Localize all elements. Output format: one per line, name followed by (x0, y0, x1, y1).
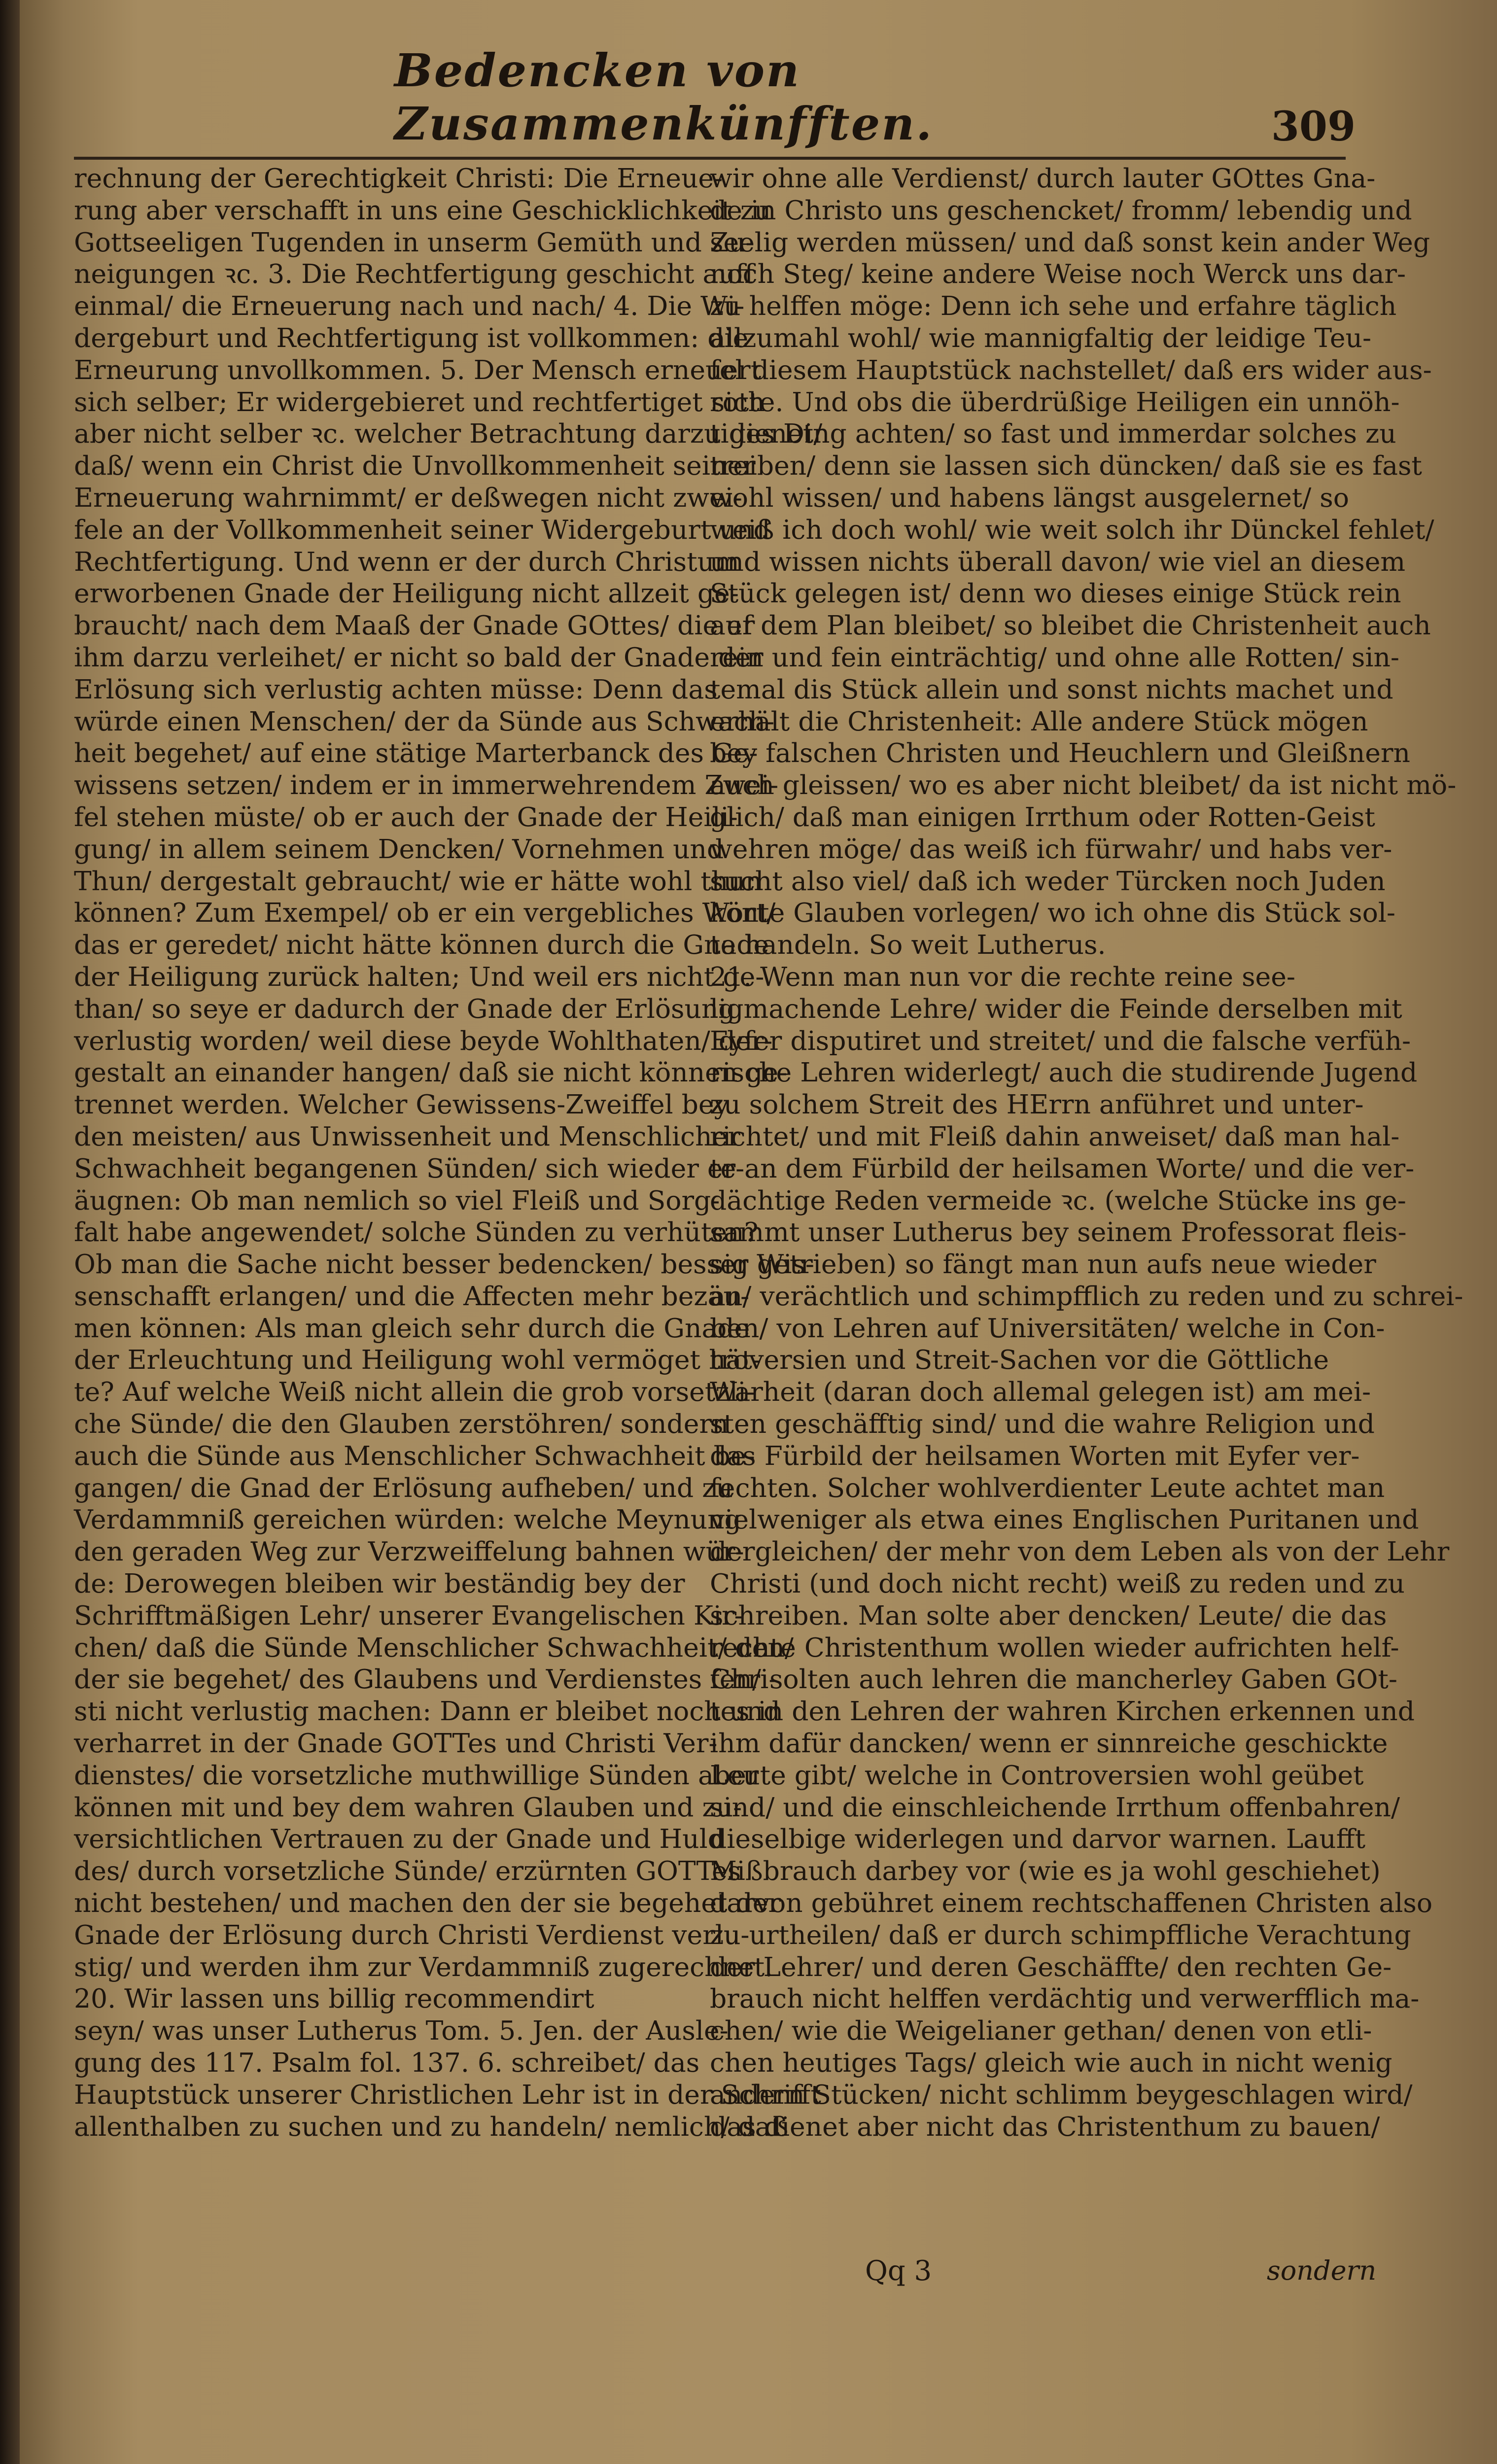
text-line: den geraden Weg zur Verzweiffelung bahnen wür- (74, 1536, 744, 1567)
text-line: Thun/ dergestalt gebraucht/ wie er hätte wohl thun (74, 865, 763, 897)
text-line: Ob man die Sache nicht besser bedencken/ besser Wis- (74, 1249, 814, 1280)
left-column (74, 163, 823, 2143)
text-line: gangen/ die Gnad der Erlösung aufheben/ und zu (74, 1472, 733, 1503)
text-line: wissens setzen/ indem er in immerwehrendem Zwei- (74, 769, 779, 801)
text-line: dieselbige widerlegen und darvor warnen. Laufft (710, 1823, 1366, 1855)
text-line: treiben/ denn sie lassen sich düncken/ daß sie es fast (710, 450, 1422, 482)
text-line: sich selber; Er widergebieret und rechtfertiget sich (74, 386, 765, 417)
text-line: Gnade der Erlösung durch Christi Verdienst verlu- (74, 1919, 750, 1950)
text-line: Gottseeligen Tugenden in unserm Gemüth und Zu- (74, 226, 755, 258)
text-line: ihm dafür dancken/ wenn er sinnreiche geschickte (710, 1728, 1388, 1759)
text-line: erworbenen Gnade der Heiligung nicht allzeit ge- (74, 578, 739, 609)
text-line: verharret in der Gnade GOTTes und Christi Ver- (74, 1728, 718, 1759)
text-line: fel diesem Hauptstück nachstellet/ daß ers wider aus- (710, 354, 1432, 385)
text-line: noch Steg/ keine andere Weise noch Werck uns dar- (710, 258, 1406, 290)
text-line: rechte Christenthum wollen wieder aufrichten helf- (710, 1631, 1399, 1663)
text-line: Verdammniß gereichen würden: welche Meynung (74, 1504, 741, 1535)
text-line: könte Glauben vorlegen/ wo ich ohne dis Stück sol- (710, 897, 1395, 929)
text-line: temal dis Stück allein und sonst nichts machet und (710, 673, 1393, 705)
text-line: chen heutiges Tags/ gleich wie auch in nicht wenig (710, 2047, 1393, 2079)
text-line: bey falschen Christen und Heuchlern und Gleißnern (710, 737, 1410, 769)
text-line: auf dem Plan bleibet/ so bleibet die Christenheit auch (710, 610, 1431, 641)
signature-mark: Qq 3 (865, 2255, 932, 2287)
text-line: dienstes/ die vorsetzliche muthwillige Sünden aber (74, 1759, 759, 1791)
text-line: Schwachheit begangenen Sünden/ sich wieder er- (74, 1152, 745, 1184)
text-line: ben/ von Lehren auf Universitäten/ welche in Con- (710, 1312, 1385, 1344)
text-line: brauch nicht helffen verdächtig und verwerfflich ma- (710, 1983, 1420, 2014)
text-line: seyn/ was unser Lutherus Tom. 5. Jen. der Ausle- (74, 2015, 729, 2047)
text-line: rein und fein einträchtig/ und ohne alle Rotten/ sin- (710, 641, 1399, 673)
text-line: das dienet aber nicht das Christenthum zu bauen/ (710, 2111, 1380, 2142)
text-line: des/ durch vorsetzliche Sünde/ erzürnten GOTTes (74, 1855, 741, 1887)
text-line: gung des 117. Psalm fol. 137. 6. schreibet/ das (74, 2047, 700, 2079)
text-line: und wissen nichts überall davon/ wie viel an diesem (710, 546, 1406, 577)
text-line: Stück gelegen ist/ denn wo dieses einige Stück rein (710, 578, 1401, 609)
text-line: aber nicht selber ꝛc. welcher Betrachtung darzu dienet/ (74, 418, 823, 450)
text-line: können? Zum Exempel/ ob er ein vergebliches Wort/ (74, 897, 776, 929)
text-line: Erneurung unvollkommen. 5. Der Mensch erneuert (74, 354, 762, 385)
text-line: sig getrieben) so fängt man nun aufs neue wieder (710, 1249, 1376, 1280)
text-line: gung/ in allem seinem Dencken/ Vornehmen und (74, 833, 724, 865)
text-line: seelig werden müssen/ und daß sonst kein ander Weg (710, 226, 1430, 258)
running-title: Bedencken von Zusammenkünfften. (394, 44, 934, 150)
text-line: Erneuerung wahrnimmt/ er deßwegen nicht zwei- (74, 482, 742, 513)
text-line: neigungen ꝛc. 3. Die Rechtfertigung geschicht auff (74, 258, 754, 290)
text-line: allzumahl wohl/ wie mannigfaltig der leidige Teu- (710, 322, 1372, 353)
text-line: men können: Als man gleich sehr durch die Gnade (74, 1312, 750, 1344)
text-line: der Erleuchtung und Heiligung wohl vermöget hät- (74, 1344, 761, 1376)
text-line: den meisten/ aus Unwissenheit und Menschlicher (74, 1120, 740, 1152)
text-line: würde einen Menschen/ der da Sünde aus Schwach- (74, 705, 775, 737)
text-line: der sie begehet/ des Glaubens und Verdienstes Chri- (74, 1664, 778, 1695)
text-line: daß/ wenn ein Christ die Unvollkommenheit seiner (74, 450, 756, 482)
text-line: allenthalben zu suchen und zu handeln/ nemlich/ daß (74, 2111, 789, 2142)
text-line: fen/ solten auch lehren die mancherley Gaben GOt- (710, 1664, 1397, 1695)
text-line: an/ verächtlich und schimpfflich zu reden und zu schrei- (710, 1280, 1463, 1312)
text-line: der Lehrer/ und deren Geschäffte/ den rechten Ge- (710, 1951, 1392, 1982)
text-line: auch gleissen/ wo es aber nicht bleibet/ da ist nicht mö- (710, 769, 1457, 801)
text-line: ihm darzu verleihet/ er nicht so bald der Gnade der (74, 641, 764, 673)
text-line: zu solchem Streit des HErrn anführet und unter- (710, 1089, 1364, 1120)
text-line: schreiben. Man solte aber dencken/ Leute/ die das (710, 1599, 1387, 1631)
text-line: Warheit (daran doch allemal gelegen ist) am mei- (710, 1376, 1371, 1408)
text-line: Hauptstück unserer Christlichen Lehr ist in der Schrifft (74, 2079, 821, 2110)
text-line: zu urtheilen/ daß er durch schimpffliche Verachtung (710, 1919, 1411, 1950)
page-number: 309 (1271, 103, 1356, 150)
text-line: te an dem Fürbild der heilsamen Worte/ und die ver- (710, 1152, 1415, 1184)
book-page (20, 0, 1497, 2464)
text-line: chen/ wie die Weigelianer gethan/ denen von etli- (710, 2015, 1372, 2047)
text-line: trennet werden. Welcher Gewissens-Zweiffel bey (74, 1089, 729, 1120)
text-line: dächtige Reden vermeide ꝛc. (welche Stücke ins ge- (710, 1184, 1406, 1216)
text-line: rische Lehren widerlegt/ auch die studirende Jugend (710, 1057, 1418, 1088)
text-line: 21. Wenn man nun vor die rechte reine see- (710, 961, 1295, 992)
text-line: falt habe angewendet/ solche Sünden zu verhüten? (74, 1216, 759, 1248)
text-line: auch die Sünde aus Menschlicher Schwachheit be- (74, 1440, 755, 1471)
text-line: than/ so seye er dadurch der Gnade der Erlösung (74, 993, 735, 1024)
text-line: sammt unser Lutherus bey seinem Professorat fleis- (710, 1216, 1407, 1248)
text-line: troversien und Streit-Sachen vor die Göttliche (710, 1344, 1329, 1376)
text-line: tiges Ding achten/ so fast und immerdar solches zu (710, 418, 1396, 450)
text-line: das er geredet/ nicht hätte können durch die Gnade (74, 929, 769, 961)
text-line: ligmachende Lehre/ wider die Feinde derselben mit (710, 993, 1402, 1024)
text-line: erhält die Christenheit: Alle andere Stück mögen (710, 705, 1368, 737)
book-spine-shadow (0, 0, 20, 2464)
text-line: fechten. Solcher wohlverdienter Leute achtet man (710, 1472, 1385, 1503)
text-line: Schrifftmäßigen Lehr/ unserer Evangelischen Kir- (74, 1599, 743, 1631)
header-rule (74, 157, 1346, 160)
text-line: che Sünde/ die den Glauben zerstöhren/ sondern (74, 1408, 729, 1440)
text-line: sti nicht verlustig machen: Dann er bleibet noch und (74, 1696, 780, 1727)
text-line: rotte. Und obs die überdrüßige Heiligen ein unnöh- (710, 386, 1400, 417)
text-line: wir ohne alle Verdienst/ durch lauter GOttes Gna- (710, 163, 1376, 194)
text-line: Leute gibt/ welche in Controversien wohl geübet (710, 1759, 1364, 1791)
text-line: 20. Wir lassen uns billig recommendirt (74, 1983, 594, 2014)
catchword: sondern (1267, 2255, 1377, 2286)
text-line: Eyfer disputiret und streitet/ und die falsche verfüh- (710, 1025, 1411, 1056)
text-line: heit begehet/ auf eine stätige Marterbanck des Ge- (74, 737, 758, 769)
text-line: chen/ daß die Sünde Menschlicher Schwachheit/ den/ (74, 1631, 794, 1663)
text-line: wehren möge/ das weiß ich fürwahr/ und habs ver- (710, 833, 1393, 865)
text-line: Erlösung sich verlustig achten müsse: Denn das (74, 673, 718, 705)
text-line: vielweniger als etwa eines Englischen Puritanen und (710, 1504, 1419, 1535)
text-line: Mißbrauch darbey vor (wie es ja wohl geschiehet) (710, 1855, 1381, 1887)
text-line: Christi (und doch nicht recht) weiß zu reden und zu (710, 1568, 1405, 1599)
text-line: dergeburt und Rechtfertigung ist vollkommen: die (74, 322, 749, 353)
text-line: einmal/ die Erneuerung nach und nach/ 4. Die Wi- (74, 290, 745, 322)
text-line: andern Stücken/ nicht schlimm beygeschlagen wird/ (710, 2079, 1413, 2110)
text-line: rung aber verschafft in uns eine Geschicklichkeit zu (74, 194, 771, 226)
text-line: äugnen: Ob man nemlich so viel Fleiß und Sorg- (74, 1184, 720, 1216)
text-line: fel stehen müste/ ob er auch der Gnade der Heili- (74, 801, 738, 833)
right-column (710, 163, 1463, 2143)
text-line: darvon gebühret einem rechtschaffenen Christen also (710, 1887, 1433, 1919)
text-line: versichtlichen Vertrauen zu der Gnade und Huld (74, 1823, 725, 1855)
page-header (394, 44, 1356, 150)
text-line: sucht also viel/ daß ich weder Türcken noch Juden (710, 865, 1386, 897)
page-footer (20, 2255, 1497, 2294)
text-line: sind/ und die einschleichende Irrthum offenbahren/ (710, 1791, 1400, 1823)
text-line: das Fürbild der heilsamen Worten mit Eyfer ver- (710, 1440, 1360, 1471)
text-line: de: Derowegen bleiben wir beständig bey der (74, 1568, 685, 1599)
text-line: te handeln. So weit Lutherus. (710, 929, 1106, 961)
text-line: wohl wissen/ und habens längst ausgelernet/ so (710, 482, 1349, 513)
text-line: der Heiligung zurück halten; Und weil ers nicht ge- (74, 961, 765, 992)
text-line: verlustig worden/ weil diese beyde Wohlthaten/ der- (74, 1025, 773, 1056)
text-line: braucht/ nach dem Maaß der Gnade GOttes/ die er (74, 610, 755, 641)
text-line: tes in den Lehren der wahren Kirchen erkennen und (710, 1696, 1415, 1727)
text-line: weiß ich doch wohl/ wie weit solch ihr Dünckel fehlet/ (710, 514, 1434, 545)
text-line: de in Christo uns geschencket/ fromm/ lebendig und (710, 194, 1412, 226)
text-line: dergleichen/ der mehr von dem Leben als von der Lehr (710, 1536, 1450, 1567)
text-line: zu helffen möge: Denn ich sehe und erfahre täglich (710, 290, 1397, 322)
text-line: senschafft erlangen/ und die Affecten mehr bezäu- (74, 1280, 750, 1312)
text-line: te? Auf welche Weiß nicht allein die grob vorsetzli- (74, 1376, 755, 1408)
text-line: glich/ daß man einigen Irrthum oder Rotten-Geist (710, 801, 1375, 833)
text-line: können mit und bey dem wahren Glauben und zu- (74, 1791, 742, 1823)
text-line: Rechtfertigung. Und wenn er der durch Christum (74, 546, 739, 577)
text-line: rechnung der Gerechtigkeit Christi: Die Erneue- (74, 163, 723, 194)
text-line: stig/ und werden ihm zur Verdammniß zugerechnet. (74, 1951, 773, 1982)
text-line: fele an der Vollkommenheit seiner Widergeburt und (74, 514, 770, 545)
text-line: gestalt an einander hangen/ daß sie nicht können ge- (74, 1057, 788, 1088)
text-line: sten geschäfftig sind/ und die wahre Religion und (710, 1408, 1375, 1440)
text-line: richtet/ und mit Fleiß dahin anweiset/ daß man hal- (710, 1120, 1400, 1152)
text-line: nicht bestehen/ und machen den der sie begehet der (74, 1887, 781, 1919)
